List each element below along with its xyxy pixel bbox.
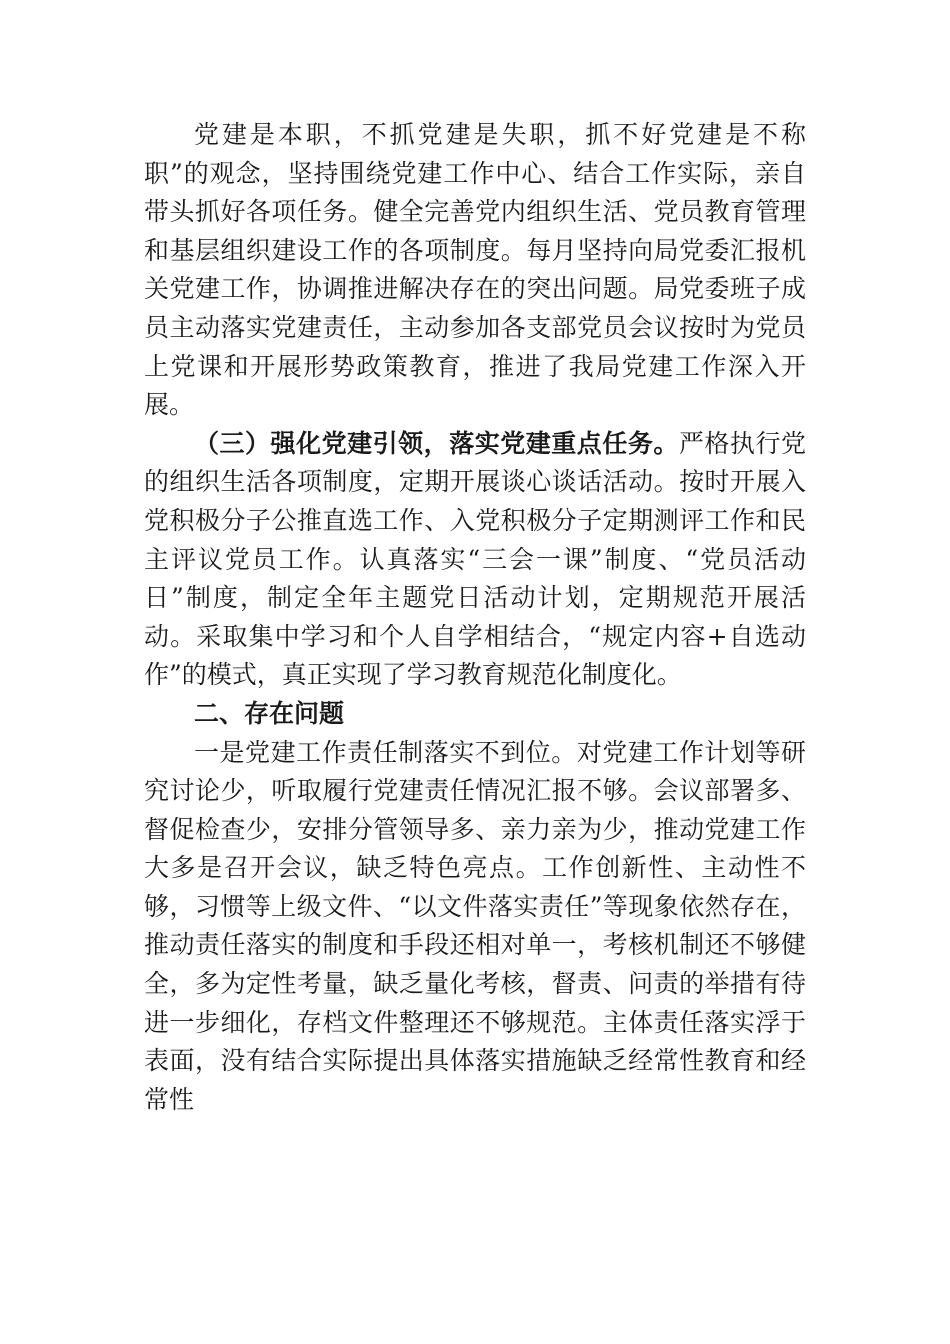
paragraph-section-three: [144, 425, 806, 695]
paragraph-problem-one: [144, 734, 806, 1120]
section-heading-problems: 二、存在问题: [194, 698, 345, 728]
section-lead-heading: （三）强化党建引领，落实党建重点任务。: [194, 428, 679, 458]
paragraph-party-building-duty: [144, 116, 806, 425]
paragraph-text: 严格执行党的组织生活各项制度，定期开展谈心谈话活动。按时开展入党积极分子公推直选工作、入党积极分子定期测评工作和民主评议党员工作。认真落实“三会一课”制度、“党员活动日”制度，制定全年主题党日活动计划，定期规范开展活动。采取集中学习和个人自学相结合，“规定内容+自选动作”的模式，真正实现了学习教育规范化制度化。: [144, 428, 806, 690]
document-body: [144, 116, 806, 1119]
paragraph-text: 党建是本职，不抓党建是失职，抓不好党建是不称职”的观念，坚持围绕党建工作中心、结合工作实际，亲自带头抓好各项任务。健全完善党内组织生活、党员教育管理和基层组织建设工作的各项制度。每月坚持向局党委汇报机关党建工作，协调推进解决存在的突出问题。局党委班子成员主动落实党建责任，主动参加各支部党员会议按时为党员上党课和开展形势政策教育，推进了我局党建工作深入开展。: [144, 120, 806, 420]
paragraph-text: 一是党建工作责任制落实不到位。对党建工作计划等研究讨论少，听取履行党建责任情况汇报不够。会议部署多、督促检查少，安排分管领导多、亲力亲为少，推动党建工作大多是召开会议，缺乏特色亮点。工作创新性、主动性不够，习惯等上级文件、“以文件落实责任”等现象依然存在，推动责任落实的制度和手段还相对单一，考核机制还不够健全，多为定性考量，缺乏量化考核，督责、问责的举措有待进一步细化，存档文件整理还不够规范。主体责任落实浮于表面，没有结合实际提出具体落实措施缺乏经常性教育和经常性: [144, 737, 806, 1114]
